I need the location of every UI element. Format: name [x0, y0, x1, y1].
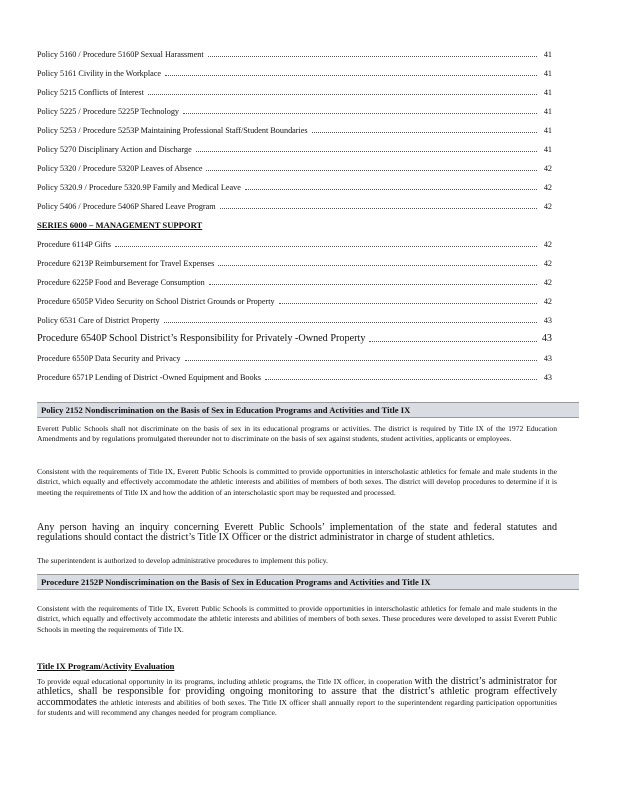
policy-2152-paragraph-3 — [37, 523, 557, 544]
dot-leader — [265, 378, 537, 380]
toc-entry-label: Procedure 6540P School District’s Responsibility for Privately -Owned Property — [37, 333, 366, 344]
dot-leader — [165, 74, 537, 76]
toc-row[interactable] — [37, 249, 552, 268]
dot-leader — [196, 150, 537, 152]
toc-row[interactable] — [37, 97, 552, 116]
toc-page-number: 43 — [541, 333, 552, 344]
dot-leader — [245, 188, 537, 190]
toc-row[interactable] — [37, 59, 552, 78]
toc-entry-label: Policy 5160 / Procedure 5160P Sexual Harassment — [37, 50, 204, 59]
toc-row[interactable] — [37, 116, 552, 135]
toc-page-number: 43 — [543, 316, 552, 325]
toc-page-number: 42 — [543, 278, 552, 287]
toc-entry-label: Policy 5320 / Procedure 5320P Leaves of Absence — [37, 164, 203, 173]
toc-entry-label: Procedure 6505P Video Security on School District Grounds or Property — [37, 297, 275, 306]
toc-row[interactable] — [37, 344, 552, 363]
toc-entry-label: Procedure 6225P Food and Beverage Consumption — [37, 278, 205, 287]
toc-entry-label: Policy 5215 Conflicts of Interest — [37, 88, 144, 97]
toc-entry-label: Procedure 6213P Reimbursement for Travel Expenses — [37, 259, 215, 268]
dot-leader — [164, 321, 537, 323]
toc-row[interactable] — [37, 306, 552, 325]
toc-page-number: 42 — [543, 297, 552, 306]
toc-page-number: 41 — [543, 107, 552, 116]
toc-entry-label: Procedure 6571P Lending of District -Owned Equipment and Books — [37, 373, 261, 382]
evaluation-subheading: Title IX Program/Activity Evaluation — [37, 661, 175, 671]
dot-leader — [183, 112, 537, 114]
toc-page-number: 43 — [543, 354, 552, 363]
dot-leader — [115, 245, 537, 247]
toc-page-number: 42 — [543, 202, 552, 211]
toc-group-6000 — [37, 230, 552, 325]
dot-leader — [220, 207, 537, 209]
dot-leader — [312, 131, 537, 133]
procedure-2152p-paragraph-2 — [37, 677, 557, 719]
toc-row[interactable] — [37, 287, 552, 306]
dot-leader — [208, 55, 537, 57]
toc-page-number: 42 — [543, 183, 552, 192]
toc-row[interactable] — [37, 78, 552, 97]
evaluation-text-c: the athletic interests and abilities of both sexes. The Title IX officer shall annually report to the superintendent regarding participation opportunities for students and will recommend any changes needed for program compliance. — [37, 697, 557, 718]
toc-page-number: 41 — [543, 88, 552, 97]
toc-row[interactable] — [37, 230, 552, 249]
toc-page-number: 42 — [543, 259, 552, 268]
toc-row[interactable] — [37, 192, 552, 211]
policy-2152-paragraph-2: Consistent with the requirements of Title IX, Everett Public Schools is committed to provide opportunities in interscholastic athletics for female and male students in the district, which equally and effectively accommodate the athletic interests and abilities of members of both sexes. The district will develop procedures to determine if it is meeting the requirements of Title IX and how the addition of an interscholastic sport may be requested and processed. — [37, 467, 557, 497]
table-of-contents — [37, 40, 552, 382]
dot-leader — [218, 264, 537, 266]
toc-entry-label: Policy 5225 / Procedure 5225P Technology — [37, 107, 180, 116]
policy-2152-heading: Policy 2152 Nondiscrimination on the Basis of Sex in Education Programs and Activities and Title IX — [37, 402, 579, 418]
toc-row[interactable] — [37, 268, 552, 287]
toc-page-number: 41 — [543, 69, 552, 78]
procedure-2152p-paragraph-1: Consistent with the requirements of Title IX, Everett Public Schools is committed to provide opportunities in interscholastic athletics for female and male students in the district, which equally and effectively accommodate the athletic interests and abilities of members of both sexes. These procedures were developed to assist Everett Public Schools in meeting the requirements of Title IX. — [37, 604, 557, 634]
dot-leader — [209, 283, 537, 285]
toc-group-6000-continued — [37, 344, 552, 382]
dot-leader — [185, 359, 537, 361]
toc-entry-label: Procedure 6114P Gifts — [37, 240, 111, 249]
dot-leader — [279, 302, 537, 304]
toc-row[interactable] — [37, 154, 552, 173]
toc-page-number: 43 — [543, 373, 552, 382]
toc-entry-label: Policy 5406 / Procedure 5406P Shared Leave Program — [37, 202, 216, 211]
dot-leader — [206, 169, 537, 171]
dot-leader — [369, 340, 537, 342]
toc-row[interactable] — [37, 173, 552, 192]
toc-page-number: 41 — [543, 145, 552, 154]
evaluation-text-a: To provide equal educational opportunity in its programs, including athletic programs, the Title IX officer, in cooperation — [37, 677, 413, 686]
toc-page-number: 42 — [543, 240, 552, 249]
toc-page-number: 41 — [543, 126, 552, 135]
series-heading: SERIES 6000 – MANAGEMENT SUPPORT — [37, 220, 203, 230]
policy-2152-paragraph-1: Everett Public Schools shall not discriminate on the basis of sex in its educational programs or activities. The district is required by Title IX of the 1972 Education Amendments and by regulations promulgated thereunder not to discriminate on the basis of sex against students, student activities, applicants or employees. — [37, 424, 557, 444]
policy-2152-paragraph-4: The superintendent is authorized to develop administrative procedures to implement this policy. — [37, 556, 328, 565]
toc-entry-label: Policy 6531 Care of District Property — [37, 316, 160, 325]
toc-row[interactable] — [37, 363, 552, 382]
toc-page-number: 41 — [543, 50, 552, 59]
toc-entry-label: Policy 5270 Disciplinary Action and Discharge — [37, 145, 192, 154]
toc-entry-label: Policy 5253 / Procedure 5253P Maintaining Professional Staff/Student Boundaries — [37, 126, 308, 135]
procedure-2152p-heading: Procedure 2152P Nondiscrimination on the Basis of Sex in Education Programs and Activities and Title IX — [37, 574, 579, 590]
contact-statement: Any person having an inquiry concerning Everett Public Schools’ implementation of the state and federal statutes and regulations should contact the district’s Title IX Officer or the district administrator in charge of student athletics. — [37, 522, 557, 544]
toc-group-5000 — [37, 40, 552, 211]
toc-row[interactable] — [37, 135, 552, 154]
toc-entry-label: Policy 5320.9 / Procedure 5320.9P Family and Medical Leave — [37, 183, 241, 192]
toc-page-number: 42 — [543, 164, 552, 173]
evaluation-text-b: with the district’s administrator for athletics, shall be responsible for providing ongoing monitoring to assure that the district’s athletic program effectively accommodates — [37, 676, 557, 708]
toc-entry-label: Policy 5161 Civility in the Workplace — [37, 69, 162, 78]
toc-entry-label: Procedure 6550P Data Security and Privacy — [37, 354, 181, 363]
toc-row[interactable] — [37, 325, 552, 344]
dot-leader — [148, 93, 537, 95]
toc-row[interactable] — [37, 40, 552, 59]
